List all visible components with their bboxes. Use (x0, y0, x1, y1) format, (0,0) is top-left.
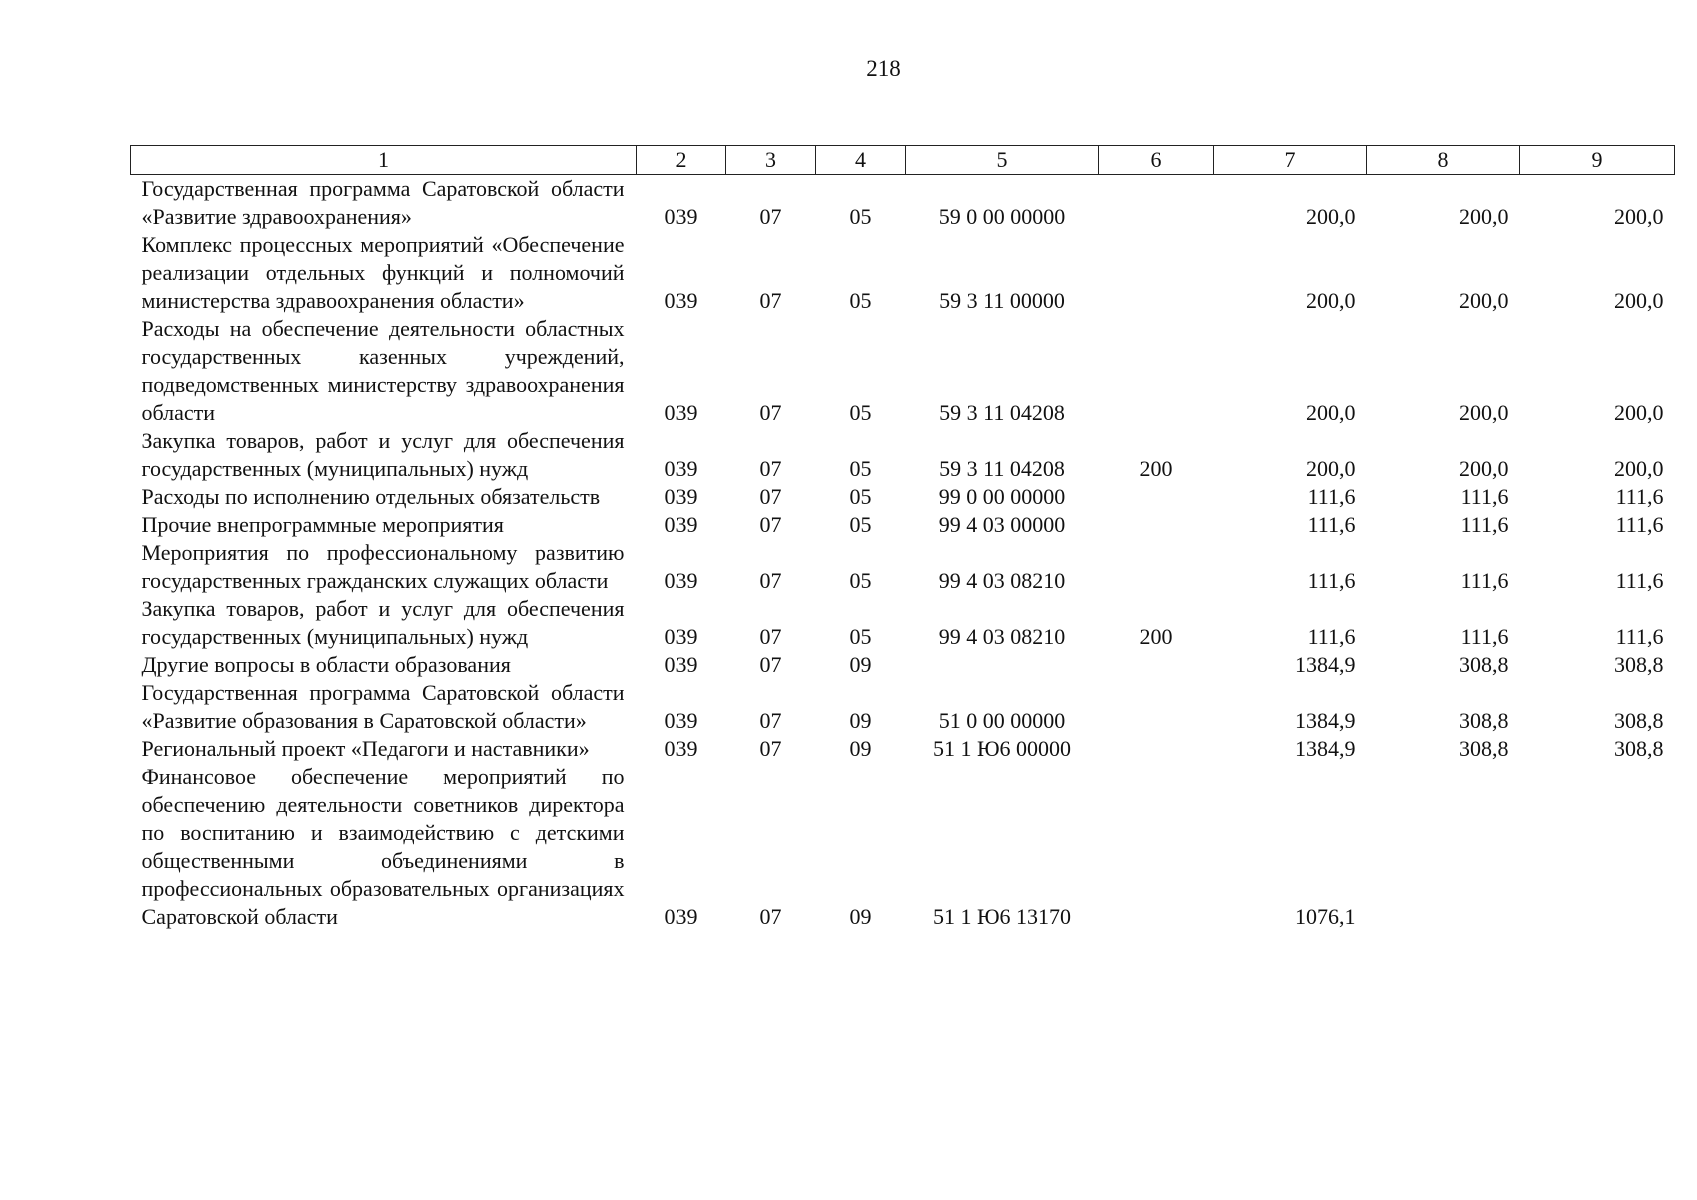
row-code-target: 59 3 11 04208 (939, 400, 1065, 425)
row-amount-col7: 1384,9 (1295, 652, 1356, 677)
budget-table (130, 145, 1675, 931)
row-amount-col8: 308,8 (1459, 708, 1509, 733)
row-code-expense-type (1099, 651, 1214, 679)
row-code-section: 07 (759, 708, 782, 733)
row-code-expense-type (1099, 315, 1214, 427)
row-amount-col9: 308,8 (1614, 652, 1664, 677)
table-row (131, 735, 1675, 763)
row-amount-col7: 200,0 (1306, 204, 1356, 229)
row-amount-col9: 200,0 (1614, 204, 1664, 229)
table-row (131, 679, 1675, 735)
row-amount-col7: 1384,9 (1295, 708, 1356, 733)
row-code-target: 99 0 00 00000 (938, 484, 1066, 509)
row-amount-col8: 308,8 (1459, 652, 1509, 677)
table-row (131, 231, 1675, 315)
row-code-target: 59 3 11 04208 (939, 456, 1065, 481)
row-code-target: 99 4 03 00000 (938, 512, 1066, 537)
row-amount-col7: 111,6 (1307, 484, 1356, 509)
row-amount-col7: 111,6 (1307, 624, 1356, 649)
row-amount-col8: 111,6 (1460, 512, 1509, 537)
row-code-expense-type (1099, 763, 1214, 931)
column-header: 8 (1367, 146, 1520, 175)
row-amount-col7: 1384,9 (1295, 736, 1356, 761)
row-code-admin: 039 (664, 904, 698, 929)
row-amount-col7: 200,0 (1306, 288, 1356, 313)
row-amount-col7: 200,0 (1306, 456, 1356, 481)
row-amount-col9: 308,8 (1614, 736, 1664, 761)
row-name: Комплекс процессных мероприятий «Обеспечение реализации отдельных функций и полномочий министерства здравоохранения области» (141, 232, 625, 313)
column-header: 3 (726, 146, 816, 175)
row-code-expense-type (1099, 735, 1214, 763)
row-code-subsection: 09 (849, 904, 872, 929)
row-code-section: 07 (759, 204, 782, 229)
row-code-section: 07 (759, 288, 782, 313)
row-name: Региональный проект «Педагоги и наставники» (141, 736, 590, 761)
row-name: Прочие внепрограммные мероприятия (141, 512, 504, 537)
row-code-admin: 039 (664, 400, 698, 425)
row-name: Расходы по исполнению отдельных обязательств (141, 484, 601, 509)
row-code-section: 07 (759, 904, 782, 929)
row-amount-col9: 111,6 (1615, 484, 1664, 509)
row-amount-col9: 111,6 (1615, 512, 1664, 537)
table-row (131, 427, 1675, 483)
row-amount-col9: 200,0 (1614, 400, 1664, 425)
table-row (131, 511, 1675, 539)
row-code-admin: 039 (664, 652, 698, 677)
table-body (131, 175, 1675, 932)
row-code-section: 07 (759, 400, 782, 425)
row-amount-col8: 111,6 (1460, 624, 1509, 649)
row-code-admin: 039 (664, 624, 698, 649)
row-amount-col7: 111,6 (1307, 512, 1356, 537)
row-code-target: 59 0 00 00000 (938, 204, 1066, 229)
row-amount-col8: 111,6 (1460, 568, 1509, 593)
row-code-admin: 039 (664, 512, 698, 537)
column-header: 1 (131, 146, 637, 175)
table-row (131, 595, 1675, 651)
row-amount-col9: 200,0 (1614, 456, 1664, 481)
column-header: 7 (1214, 146, 1367, 175)
table-row (131, 315, 1675, 427)
row-name: Другие вопросы в области образования (141, 652, 511, 677)
table-row (131, 539, 1675, 595)
row-code-expense-type (1099, 539, 1214, 595)
row-code-section: 07 (759, 512, 782, 537)
row-code-target: 51 1 Ю6 00000 (932, 736, 1072, 761)
row-amount-col8: 200,0 (1459, 204, 1509, 229)
row-code-subsection: 05 (849, 484, 872, 509)
table-row (131, 483, 1675, 511)
page-number: 218 (866, 56, 901, 81)
row-code-target: 51 1 Ю6 13170 (932, 904, 1072, 929)
row-amount-col9: 111,6 (1615, 624, 1664, 649)
row-code-target: 59 3 11 00000 (939, 288, 1065, 313)
row-name: Государственная программа Саратовской области «Развитие здравоохранения» (141, 176, 625, 229)
row-name: Финансовое обеспечение мероприятий по обеспечению деятельности советников директора по воспитанию и взаимодействию с детскими общественными объединениями в профессиональных образовательных организациях Саратовской области (141, 764, 625, 929)
row-code-target (906, 651, 1099, 679)
row-amount-col7: 111,6 (1307, 568, 1356, 593)
row-amount-col8: 200,0 (1459, 288, 1509, 313)
row-code-admin: 039 (664, 204, 698, 229)
row-code-subsection: 05 (849, 624, 872, 649)
row-code-admin: 039 (664, 456, 698, 481)
row-code-expense-type (1099, 483, 1214, 511)
row-code-section: 07 (759, 568, 782, 593)
column-header: 4 (816, 146, 906, 175)
column-header: 6 (1099, 146, 1214, 175)
row-code-subsection: 05 (849, 400, 872, 425)
row-amount-col7: 1076,1 (1295, 904, 1356, 929)
row-amount-col9: 308,8 (1614, 708, 1664, 733)
column-header: 9 (1520, 146, 1675, 175)
table-row (131, 763, 1675, 931)
row-code-target: 51 0 00 00000 (938, 708, 1066, 733)
row-code-section: 07 (759, 484, 782, 509)
table-row (131, 651, 1675, 679)
row-code-section: 07 (759, 624, 782, 649)
row-code-expense-type (1099, 231, 1214, 315)
row-name: Расходы на обеспечение деятельности областных государственных казенных учреждений, подведомственных министерству здравоохранения области (141, 316, 625, 425)
row-amount-col8: 200,0 (1459, 456, 1509, 481)
row-code-subsection: 05 (849, 568, 872, 593)
column-header: 2 (637, 146, 726, 175)
row-amount-col9: 111,6 (1615, 568, 1664, 593)
row-code-admin: 039 (664, 568, 698, 593)
row-name: Закупка товаров, работ и услуг для обеспечения государственных (муниципальных) нужд (141, 428, 625, 481)
row-name: Государственная программа Саратовской области «Развитие образования в Саратовской области» (141, 680, 625, 733)
column-header: 5 (906, 146, 1099, 175)
row-code-target: 99 4 03 08210 (938, 624, 1066, 649)
row-code-subsection: 05 (849, 204, 872, 229)
row-amount-col8: 200,0 (1459, 400, 1509, 425)
row-code-expense-type (1099, 679, 1214, 735)
row-name: Закупка товаров, работ и услуг для обеспечения государственных (муниципальных) нужд (141, 596, 625, 649)
row-code-expense-type (1099, 511, 1214, 539)
row-amount-col8: 111,6 (1460, 484, 1509, 509)
row-code-subsection: 09 (849, 652, 872, 677)
row-code-expense-type (1099, 175, 1214, 232)
row-code-admin: 039 (664, 736, 698, 761)
table-row (131, 175, 1675, 232)
row-amount-col9 (1520, 763, 1675, 931)
row-amount-col7: 200,0 (1306, 400, 1356, 425)
row-amount-col8: 308,8 (1459, 736, 1509, 761)
row-code-subsection: 09 (849, 708, 872, 733)
row-code-expense-type: 200 (1139, 624, 1173, 649)
row-code-subsection: 05 (849, 512, 872, 537)
row-code-section: 07 (759, 456, 782, 481)
row-code-subsection: 05 (849, 288, 872, 313)
row-code-subsection: 09 (849, 736, 872, 761)
row-code-admin: 039 (664, 708, 698, 733)
row-code-admin: 039 (664, 484, 698, 509)
row-code-expense-type: 200 (1139, 456, 1173, 481)
row-code-section: 07 (759, 652, 782, 677)
row-code-subsection: 05 (849, 456, 872, 481)
row-code-target: 99 4 03 08210 (938, 568, 1066, 593)
column-number-row (131, 146, 1675, 175)
row-code-section: 07 (759, 736, 782, 761)
row-amount-col8 (1367, 763, 1520, 931)
row-amount-col9: 200,0 (1614, 288, 1664, 313)
row-code-admin: 039 (664, 288, 698, 313)
row-name: Мероприятия по профессиональному развитию государственных гражданских служащих области (141, 540, 625, 593)
